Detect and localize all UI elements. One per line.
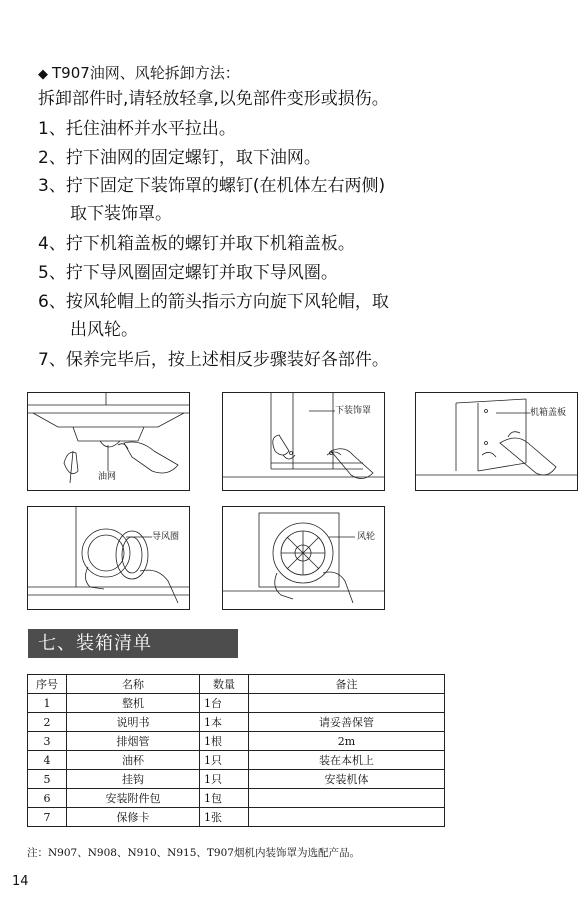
packing-list-table xyxy=(27,674,445,827)
footnote: 注：N907、N908、N910、N915、T907烟机内装饰罩为选配产品。 xyxy=(27,847,360,859)
packing-list-title: 七、装箱清单 xyxy=(28,629,238,658)
figure-oil-filter xyxy=(27,392,190,491)
step-2: 2、拧下油网的固定螺钉，取下油网。 xyxy=(38,148,321,168)
figure-fan-wheel xyxy=(222,506,385,610)
step-6-continued: 出风轮。 xyxy=(70,320,138,340)
table-row xyxy=(28,713,445,732)
cabinet-cover-callout: 机箱盖板 xyxy=(530,408,567,418)
table-row xyxy=(28,789,445,808)
row-note: 装在本机上 xyxy=(249,751,445,770)
fan-wheel-callout: 风轮 xyxy=(357,532,376,542)
row-no: 2 xyxy=(28,713,67,732)
step-3: 3、拧下固定下装饰罩的螺钉(在机体左右两侧) xyxy=(38,176,386,196)
step-6: 6、按风轮帽上的箭头指示方向旋下风轮帽，取 xyxy=(38,292,389,312)
row-note: 安装机体 xyxy=(249,770,445,789)
row-qty: 1张 xyxy=(200,808,249,827)
step-7: 7、保养完毕后，按上述相反步骤装好各部件。 xyxy=(38,350,389,370)
figure-air-guide-ring xyxy=(27,506,190,610)
lower-cover-callout: 下装饰罩 xyxy=(335,406,372,416)
intro-text: 拆卸部件时,请轻放轻拿,以免部件变形或损伤。 xyxy=(38,89,389,109)
table-row xyxy=(28,770,445,789)
row-qty: 1本 xyxy=(200,713,249,732)
row-note: 请妥善保管 xyxy=(249,713,445,732)
row-name: 整机 xyxy=(67,694,200,713)
row-qty: 1只 xyxy=(200,770,249,789)
row-note xyxy=(249,808,445,827)
row-no: 4 xyxy=(28,751,67,770)
row-no: 7 xyxy=(28,808,67,827)
row-note xyxy=(249,789,445,808)
header-qty: 数量 xyxy=(200,675,249,694)
row-no: 1 xyxy=(28,694,67,713)
table-row xyxy=(28,732,445,751)
table-row xyxy=(28,694,445,713)
row-name: 安装附件包 xyxy=(67,789,200,808)
table-header-row xyxy=(28,675,445,694)
header-no: 序号 xyxy=(28,675,67,694)
row-name: 说明书 xyxy=(67,713,200,732)
page-number: 14 xyxy=(12,874,29,889)
row-note xyxy=(249,694,445,713)
step-5: 5、拧下导风圈固定螺钉并取下导风圈。 xyxy=(38,263,338,283)
row-name: 挂钩 xyxy=(67,770,200,789)
row-qty: 1台 xyxy=(200,694,249,713)
air-guide-ring-callout: 导风圈 xyxy=(152,532,180,542)
diamond-bullet-icon: ◆ xyxy=(38,67,48,82)
row-no: 3 xyxy=(28,732,67,751)
air-guide-ring-illustration xyxy=(28,507,189,609)
step-3-continued: 取下装饰罩。 xyxy=(70,204,172,224)
figure-lower-cover xyxy=(222,392,385,491)
row-name: 排烟管 xyxy=(67,732,200,751)
row-no: 6 xyxy=(28,789,67,808)
header-note: 备注 xyxy=(249,675,445,694)
step-1: 1、托住油杯并水平拉出。 xyxy=(38,119,236,139)
row-name: 保修卡 xyxy=(67,808,200,827)
row-qty: 1只 xyxy=(200,751,249,770)
oil-filter-callout: 油网 xyxy=(98,472,117,482)
step-4: 4、拧下机箱盖板的螺钉并取下机箱盖板。 xyxy=(38,234,355,254)
heading-text: T907油网、风轮拆卸方法： xyxy=(52,64,240,82)
table-row xyxy=(28,808,445,827)
row-name: 油杯 xyxy=(67,751,200,770)
row-qty: 1根 xyxy=(200,732,249,751)
table-row xyxy=(28,751,445,770)
figure-cabinet-cover xyxy=(415,392,578,491)
row-no: 5 xyxy=(28,770,67,789)
section-heading xyxy=(38,62,240,86)
row-qty: 1包 xyxy=(200,789,249,808)
row-note: 2m xyxy=(249,732,445,751)
fan-wheel-illustration xyxy=(223,507,384,609)
header-name: 名称 xyxy=(67,675,200,694)
